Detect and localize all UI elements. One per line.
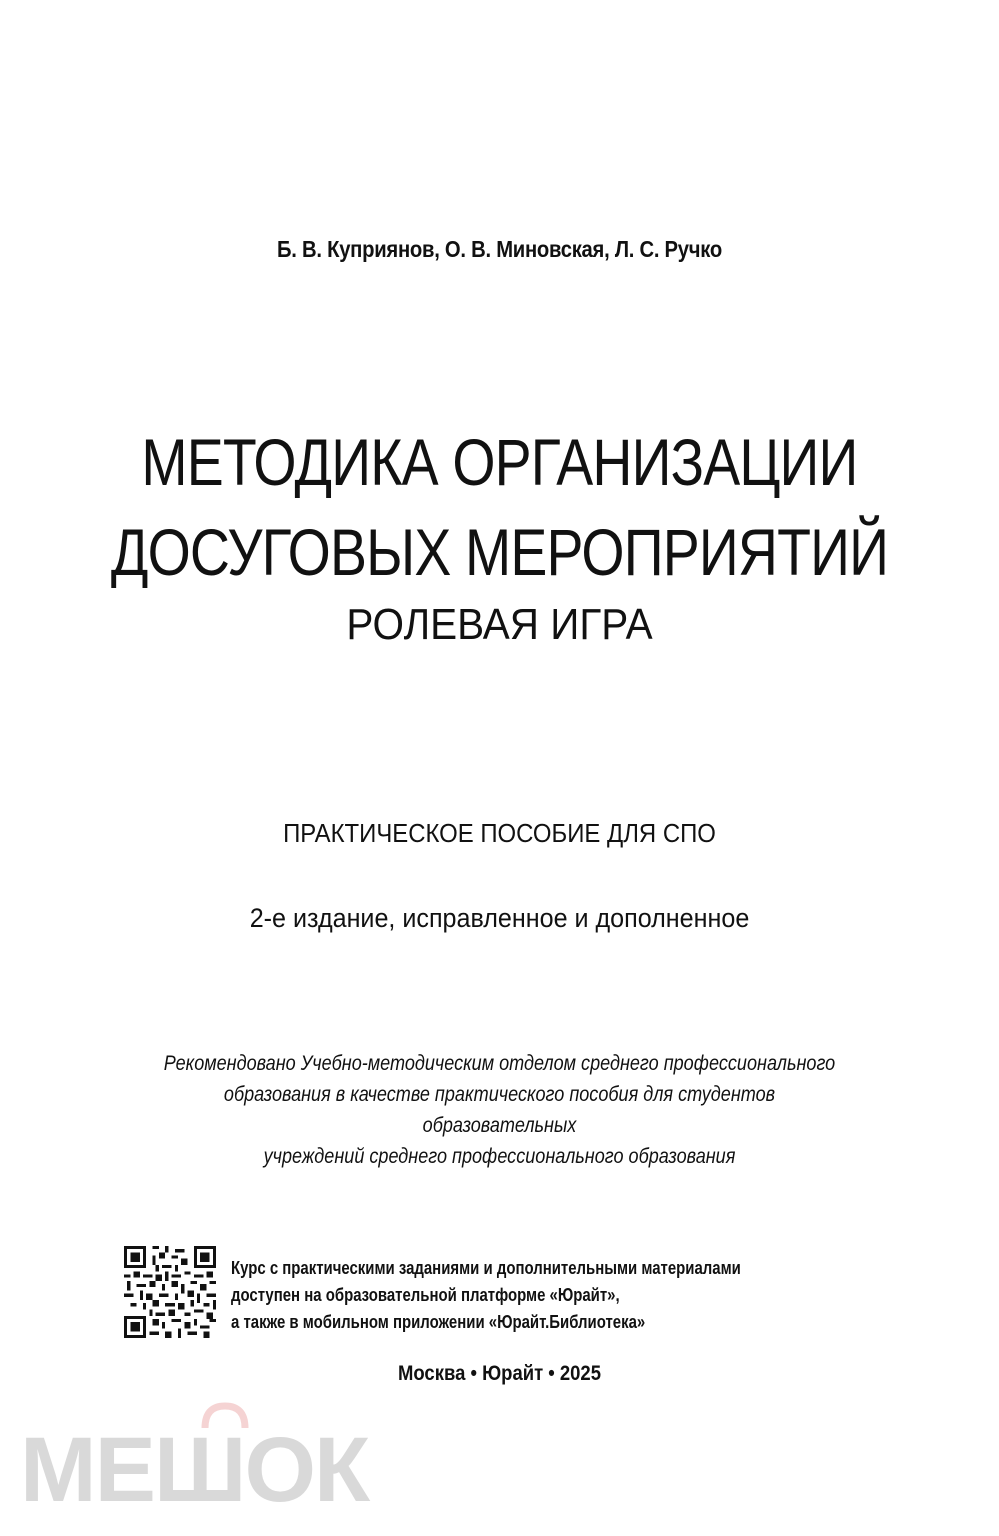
publication-type: ПРАКТИЧЕСКОЕ ПОСОБИЕ ДЛЯ СПО	[283, 818, 716, 848]
course-note	[231, 1255, 812, 1336]
watermark-text: МЕШОК	[20, 1419, 369, 1521]
recommendation-note	[156, 1048, 843, 1172]
publisher-imprint: Москва • Юрайт • 2025	[397, 1362, 601, 1385]
book-title-line-1: МЕТОДИКА ОРГАНИЗАЦИИ	[141, 425, 858, 499]
qr-code-icon	[124, 1246, 216, 1338]
authors: Б. В. Куприянов, О. В. Миновская, Л. С. Ручко	[277, 236, 722, 262]
course-note-line: Курс с практическими заданиями и дополнительными материалами	[231, 1258, 741, 1278]
recommendation-line: образования в качестве практического пособия для студентов образовательных	[223, 1083, 776, 1137]
course-note-line: а также в мобильном приложении «Юрайт.Библиотека»	[231, 1312, 646, 1332]
watermark	[20, 1398, 369, 1528]
edition-info: 2-е издание, исправленное и дополненное	[249, 903, 750, 933]
book-subtitle: РОЛЕВАЯ ИГРА	[346, 600, 653, 649]
recommendation-line: учреждений среднего профессионального образования	[263, 1145, 736, 1168]
recommendation-line: Рекомендовано Учебно-методическим отделом среднего профессионального	[163, 1052, 836, 1075]
course-note-line: доступен на образовательной платформе «Юрайт»,	[231, 1285, 620, 1305]
book-title-line-2: ДОСУГОВЫХ МЕРОПРИЯТИЙ	[110, 515, 889, 589]
